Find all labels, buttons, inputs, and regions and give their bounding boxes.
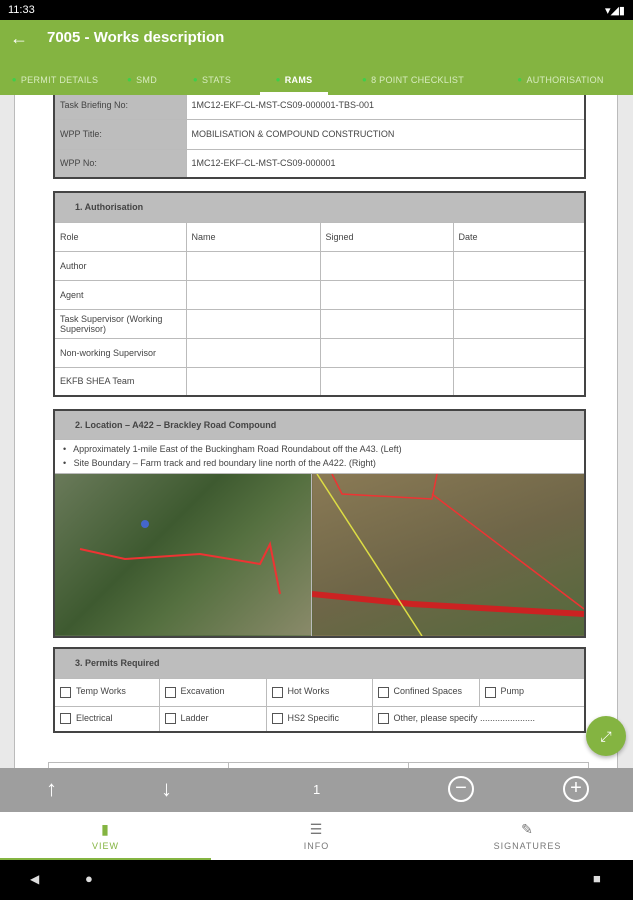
checkbox[interactable] <box>165 713 176 724</box>
checkbox[interactable] <box>60 713 71 724</box>
info-table <box>53 95 586 179</box>
permit-label: Pump <box>500 686 525 697</box>
cell-label: Task Briefing No: <box>54 95 186 119</box>
tab-authorisation[interactable]: ● AUTHORISATION <box>517 74 604 85</box>
back-arrow-icon[interactable]: ← <box>10 28 28 48</box>
section-heading: 1. Authorisation <box>54 192 585 222</box>
page-toolbar <box>0 768 633 812</box>
tab-label: AUTHORISATION <box>526 74 604 85</box>
cell-label: WPP No: <box>54 149 186 178</box>
expand-icon: ⤢ <box>600 727 612 744</box>
permit-label: Excavation <box>180 686 225 697</box>
tab-label: SMD <box>136 74 158 85</box>
column-header: Role <box>54 222 186 251</box>
cell-value: 1MC12-EKF-CL-MST-CS09-000001-TBS-001 <box>186 95 585 119</box>
recents-icon[interactable]: ■ <box>593 871 601 886</box>
map-image-right <box>312 473 586 637</box>
map-image-left <box>54 473 312 637</box>
back-icon[interactable]: ◀ <box>30 872 40 886</box>
next-page-arrow-icon[interactable]: ↓ <box>161 776 172 801</box>
checkbox[interactable] <box>485 687 496 698</box>
nav-label: INFO <box>303 841 330 851</box>
cell-value: 1MC12-EKF-CL-MST-CS09-000001 <box>186 149 585 178</box>
document-viewer[interactable] <box>0 95 633 768</box>
column-header: Signed <box>320 222 453 251</box>
tab-label: 8 POINT CHECKLIST <box>371 74 465 85</box>
nav-view[interactable] <box>0 812 211 860</box>
role-cell: Task Supervisor (Working Supervisor) <box>54 309 186 338</box>
tab-label: PERMIT DETAILS <box>20 74 99 85</box>
nav-info[interactable] <box>211 812 422 860</box>
role-cell: Agent <box>54 280 186 309</box>
tab-bar <box>0 64 633 95</box>
tab-stats[interactable]: ● STATS <box>192 74 232 85</box>
bullet: • Approximately 1-mile East of the Buckingham Road Roundabout off the A43. (Left) <box>63 444 402 454</box>
tab-smd[interactable]: ● SMD <box>126 74 158 85</box>
previous-page-arrow-icon[interactable]: ↑ <box>46 776 57 801</box>
permit-hs2-specific[interactable] <box>266 706 372 732</box>
checkbox[interactable] <box>378 687 389 698</box>
clock: 11:33 <box>8 4 35 16</box>
tab-8-point-checklist[interactable]: ● 8 POINT CHECKLIST <box>361 74 465 85</box>
tab-permit-details[interactable]: ● PERMIT DETAILS <box>11 74 99 85</box>
signal-battery-icon: ▾◢▮ <box>604 4 625 17</box>
signature-icon: ✎ <box>521 821 534 837</box>
permit-label: Electrical <box>76 713 113 724</box>
permit-label: Hot Works <box>287 686 330 697</box>
permit-other[interactable] <box>372 706 585 732</box>
column-header: Date <box>453 222 585 251</box>
permit-label: Other, please specify ...................... <box>393 713 536 724</box>
page-number: 1 <box>313 782 321 797</box>
bullet-text: Approximately 1-mile East of the Buckingham Road Roundabout off the A43. (Left) <box>73 444 402 454</box>
fullscreen-button[interactable] <box>586 716 626 756</box>
bullet-text: Site Boundary – Farm track and red boundary line north of the A422. (Right) <box>73 458 376 468</box>
zoom-out-icon[interactable]: − <box>448 776 474 802</box>
permit-electrical[interactable] <box>54 706 159 732</box>
location-table <box>53 409 586 638</box>
nav-signatures[interactable] <box>422 812 633 860</box>
checkbox[interactable] <box>60 687 71 698</box>
authorisation-table <box>53 191 586 397</box>
permit-label: Ladder <box>180 713 209 724</box>
role-cell: Non-working Supervisor <box>54 338 186 367</box>
cell-label: WPP Title: <box>54 119 186 149</box>
column-header: Name <box>186 222 320 251</box>
role-cell: Author <box>54 251 186 280</box>
permit-confined-spaces[interactable] <box>372 678 479 706</box>
permit-temp-works[interactable] <box>54 678 159 706</box>
zoom-in-icon[interactable]: + <box>563 776 589 802</box>
checkbox[interactable] <box>272 713 283 724</box>
tab-label: RAMS <box>284 74 313 85</box>
home-icon[interactable]: ● <box>85 871 93 886</box>
page-title: 7005 - Works description <box>47 29 225 46</box>
permit-excavation[interactable] <box>159 678 266 706</box>
permits-table <box>53 647 586 733</box>
permit-label: Confined Spaces <box>393 686 463 697</box>
checkbox[interactable] <box>378 713 389 724</box>
nav-label: VIEW <box>91 841 119 851</box>
tab-rams[interactable]: ● RAMS <box>250 64 338 95</box>
permit-pump[interactable] <box>479 678 585 706</box>
permit-label: HS2 Specific <box>287 713 340 724</box>
section-heading: 2. Location – A422 – Brackley Road Compound <box>54 410 585 439</box>
checkbox[interactable] <box>272 687 283 698</box>
nav-label: SIGNATURES <box>493 841 562 851</box>
document-icon: ▮ <box>101 821 110 837</box>
bullet: • Site Boundary – Farm track and red boundary line north of the A422. (Right) <box>63 458 376 468</box>
role-cell: EKFB SHEA Team <box>54 367 186 396</box>
permit-ladder[interactable] <box>159 706 266 732</box>
status-bar <box>0 0 633 20</box>
bottom-navigation <box>0 812 633 860</box>
section-heading: 3. Permits Required <box>54 648 585 678</box>
document-page <box>14 95 618 768</box>
list-icon: ☰ <box>309 821 324 837</box>
cell-value: MOBILISATION & COMPOUND CONSTRUCTION <box>186 119 585 149</box>
system-navigation-bar <box>0 860 633 900</box>
tab-label: STATS <box>201 74 232 85</box>
app-bar <box>0 20 633 95</box>
permit-label: Temp Works <box>76 686 126 697</box>
permit-hot-works[interactable] <box>266 678 372 706</box>
checkbox[interactable] <box>165 687 176 698</box>
